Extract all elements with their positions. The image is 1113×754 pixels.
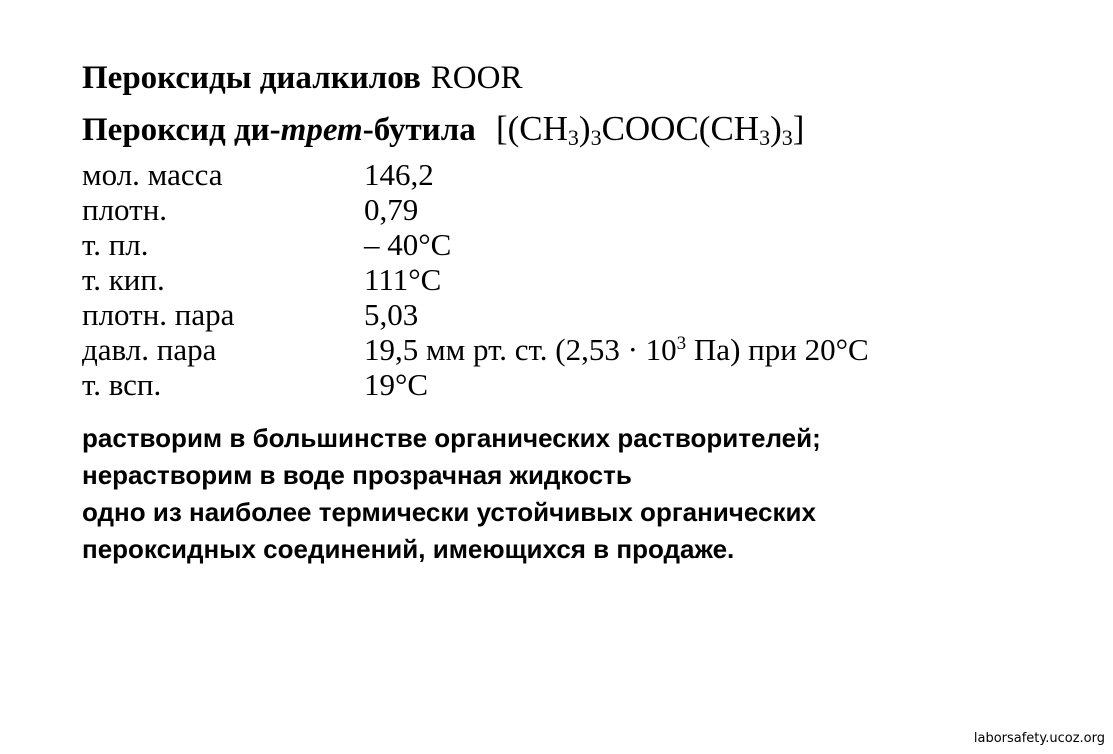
- description-line: растворим в большинстве органических растворителей;: [82, 423, 821, 453]
- formula-subscript: 3: [590, 125, 602, 150]
- compound-formula: [496, 109, 804, 148]
- property-label: давл. пара: [82, 332, 217, 367]
- description-line: одно из наиболее термически устойчивых органических: [82, 497, 816, 527]
- property-label: т. всп.: [82, 367, 162, 402]
- compound-name-italic: трет: [280, 112, 363, 148]
- compound-name-prefix: Пероксид ди-: [82, 112, 281, 148]
- property-row-flash-point: [82, 367, 869, 402]
- description-block: [82, 420, 821, 568]
- formula-subscript: 3: [781, 125, 793, 150]
- property-row-vapor-density: [82, 297, 869, 332]
- property-value: 146,2: [364, 157, 434, 192]
- compound-name-suffix: -бутила: [362, 112, 476, 148]
- properties-table: [82, 157, 869, 402]
- property-value: 5,03: [364, 297, 419, 332]
- property-row-vapor-pressure: [82, 332, 869, 367]
- description-line: нерастворим в воде прозрачная жидкость: [82, 460, 632, 490]
- description-line: пероксидных соединений, имеющихся в продаже.: [82, 534, 735, 564]
- property-value: 111°С: [364, 262, 442, 297]
- vapor-pressure-exponent: 3: [676, 333, 687, 354]
- formula-part: ): [578, 109, 591, 148]
- class-name: Пероксиды диалкилов: [82, 60, 421, 96]
- property-label: плотн. пара: [82, 297, 235, 332]
- property-row-density: [82, 192, 869, 227]
- property-row-boiling-point: [82, 262, 869, 297]
- property-value: [364, 332, 869, 367]
- vapor-pressure-text: 19,5 мм рт. ст. (2,53 · 10: [364, 332, 677, 367]
- property-value: – 40°С: [364, 227, 452, 262]
- formula-part: ): [770, 109, 782, 148]
- formula-subscript: 3: [759, 125, 771, 150]
- class-heading: [82, 58, 522, 98]
- formula-bracket-close: ]: [792, 109, 805, 148]
- property-row-molar-mass: [82, 157, 869, 192]
- watermark-text: laborsafety.ucoz.org: [973, 731, 1105, 746]
- property-label: плотн.: [82, 192, 168, 227]
- vapor-pressure-text-after: Па) при 20°С: [686, 332, 869, 367]
- formula-part: COOC(CH: [601, 109, 760, 148]
- property-row-melting-point: [82, 227, 869, 262]
- formula-subscript: 3: [567, 125, 579, 150]
- property-value: 19°С: [364, 367, 429, 402]
- property-label: мол. масса: [82, 157, 223, 192]
- property-label: т. кип.: [82, 262, 165, 297]
- compound-heading: [82, 108, 804, 151]
- class-formula: ROOR: [430, 60, 523, 96]
- property-label: т. пл.: [82, 227, 149, 262]
- property-value: 0,79: [364, 192, 419, 227]
- formula-bracket-open: [: [495, 109, 508, 148]
- formula-part: (CH: [507, 109, 568, 148]
